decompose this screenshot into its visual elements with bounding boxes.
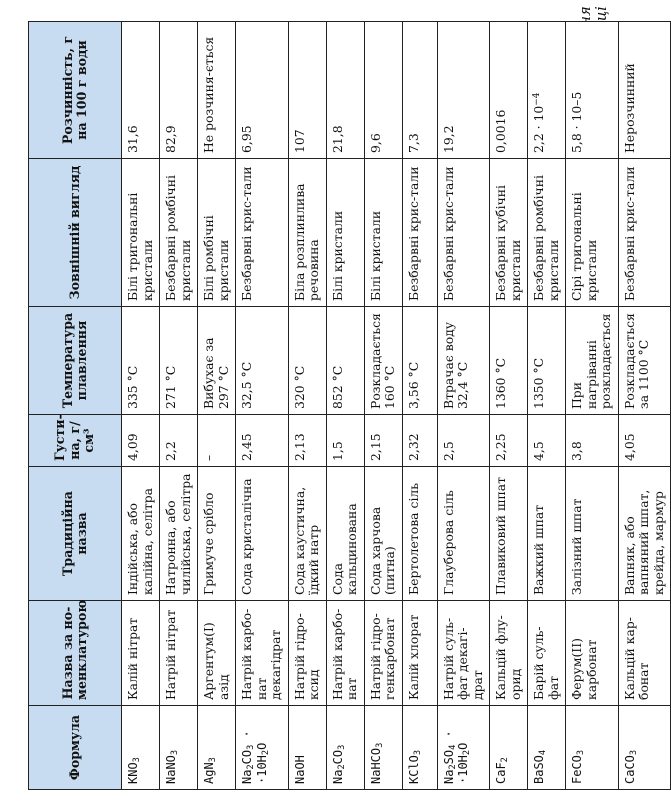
cell-density: 2,13 xyxy=(288,415,326,467)
cell-solubility: 5,8 · 10–5 xyxy=(566,22,619,159)
cell-solubility: 6,95 xyxy=(236,22,289,159)
cell-name: Барій суль-фат xyxy=(528,601,566,706)
cell-appearance: Безбарвні крис-тали xyxy=(236,159,289,307)
cell-solubility: 31,6 xyxy=(122,22,160,159)
table-row xyxy=(122,22,160,790)
table-row xyxy=(566,22,619,790)
cell-traditional: Сода кальцинована xyxy=(326,467,364,601)
cell-name: Натрій гідро-ксид xyxy=(288,601,326,706)
table-row xyxy=(490,22,528,790)
cell-density: 3,8 xyxy=(566,415,619,467)
cell-name: Кальцій кар-бонат xyxy=(618,601,671,706)
cell-density: 2,45 xyxy=(236,415,289,467)
table-row xyxy=(618,22,671,790)
table-row xyxy=(236,22,289,790)
chemicals-table xyxy=(28,21,671,790)
cell-density: 1,5 xyxy=(326,415,364,467)
cell-solubility: 9,6 xyxy=(364,22,402,159)
cell-density: 4,5 xyxy=(528,415,566,467)
cell-density: 2,2 xyxy=(160,415,198,467)
cell-solubility: 7,3 xyxy=(402,22,437,159)
table-body xyxy=(122,22,671,790)
cell-traditional: Глауберова сіль xyxy=(437,467,490,601)
cell-melting: 271 °C xyxy=(160,307,198,415)
cell-appearance: Безбарвні крис-тали xyxy=(618,159,671,307)
cell-solubility: Нерозчинний xyxy=(618,22,671,159)
cell-solubility: 0,0016 xyxy=(490,22,528,159)
header-melting: Температура плавлення xyxy=(29,307,122,415)
cell-melting: 1360 °C xyxy=(490,307,528,415)
cell-appearance: Безбарвні крис-тали xyxy=(437,159,490,307)
cell-traditional: Плавиковий шпат xyxy=(490,467,528,601)
cell-appearance: Безбарвні кубічні кристали xyxy=(490,159,528,307)
cell-formula: KClO$_3$ xyxy=(402,706,437,790)
cell-traditional: Сода харчова (питна) xyxy=(364,467,402,601)
cell-formula: FeCO$_3$ xyxy=(566,706,619,790)
cell-formula: NaHCO$_3$ xyxy=(364,706,402,790)
table-container xyxy=(28,22,671,790)
table-row xyxy=(198,22,236,790)
cell-name: Натрій нітрат xyxy=(160,601,198,706)
cell-formula: $KNO_3$ xyxy=(122,706,160,790)
table-row xyxy=(437,22,490,790)
cell-formula: $Na_2CO_3$ xyxy=(326,706,364,790)
cell-formula: NaNO$_3$ xyxy=(160,706,198,790)
cell-melting: Розкладається 160 °C xyxy=(364,307,402,415)
cell-appearance: Безбарвні ромбічні кристали xyxy=(160,159,198,307)
table-row xyxy=(288,22,326,790)
cell-melting: 32,5 °C xyxy=(236,307,289,415)
cell-density: 2,5 xyxy=(437,415,490,467)
table-row xyxy=(160,22,198,790)
header-name: Назва за но-менклатурою xyxy=(29,601,122,706)
cell-name: Натрій карбо-нат xyxy=(326,601,364,706)
cell-melting: При нагріванні розкладається xyxy=(566,307,619,415)
cell-name: Кальцій флу-орид xyxy=(490,601,528,706)
table-row xyxy=(402,22,437,790)
cell-melting: 852 °C xyxy=(326,307,364,415)
cell-solubility: 19,2 xyxy=(437,22,490,159)
cell-formula: CaF$_2$ xyxy=(490,706,528,790)
cell-name: Калій нітрат xyxy=(122,601,160,706)
cell-melting: 335 °C xyxy=(122,307,160,415)
cell-name: Калій хлорат xyxy=(402,601,437,706)
cell-traditional: Сода каустична, їдкий натр xyxy=(288,467,326,601)
cell-appearance: Безбарвні крис-тали xyxy=(402,159,437,307)
cell-name: Натрій карбо-нат декагідрат xyxy=(236,601,289,706)
cell-formula: BaSO$_4$ xyxy=(528,706,566,790)
cell-melting: Втрачає воду 32,4 °C xyxy=(437,307,490,415)
cell-name: Натрій суль-фат декагі-драт xyxy=(437,601,490,706)
cell-density: 2,32 xyxy=(402,415,437,467)
header-traditional: Традиційна назва xyxy=(29,467,122,601)
cell-formula: AgN$_3$ xyxy=(198,706,236,790)
table-row xyxy=(326,22,364,790)
cell-traditional: Бертолетова сіль xyxy=(402,467,437,601)
cell-traditional: Важкий шпат xyxy=(528,467,566,601)
cell-melting: 3,56 °C xyxy=(402,307,437,415)
cell-melting: 1350 °C xyxy=(528,307,566,415)
cell-appearance: Сірі тригональні кристали xyxy=(566,159,619,307)
cell-appearance: Біла розплинлива речовина xyxy=(288,159,326,307)
cell-solubility: 82,9 xyxy=(160,22,198,159)
cell-density: 4,09 xyxy=(122,415,160,467)
cell-name: Натрій гідро-генкарбонат xyxy=(364,601,402,706)
table-row xyxy=(364,22,402,790)
cell-melting: Розкладається за 1100 °C xyxy=(618,307,671,415)
cell-appearance: Безбарвні ромбічні кристали xyxy=(528,159,566,307)
cell-name: Аргентум(I) азід xyxy=(198,601,236,706)
cell-name: Ферум(II) карбонат xyxy=(566,601,619,706)
header-row xyxy=(29,22,122,790)
cell-traditional: Індійська, або калійна, селітра xyxy=(122,467,160,601)
table-row xyxy=(528,22,566,790)
cell-formula: NaOH xyxy=(288,706,326,790)
cell-formula: CaCO$_3$ xyxy=(618,706,671,790)
cell-appearance: Білі кристали xyxy=(364,159,402,307)
header-density: Густи-на, г/см³ xyxy=(29,415,122,467)
cell-appearance: Білі кристали xyxy=(326,159,364,307)
header-formula: Формула xyxy=(29,706,122,790)
cell-density: 4,05 xyxy=(618,415,671,467)
cell-traditional: Вапняк, або вапняний шпат, крейда, мармур xyxy=(618,467,671,601)
cell-traditional: Залізний шпат xyxy=(566,467,619,601)
cell-traditional: Гримуче срібло xyxy=(198,467,236,601)
cell-solubility: Не розчиня-ється xyxy=(198,22,236,159)
cell-melting: 320 °C xyxy=(288,307,326,415)
cell-appearance: Білі тригональні кристали xyxy=(122,159,160,307)
cell-solubility: $2,2 \cdot 10^{-4}$ xyxy=(528,22,566,159)
cell-melting: Вибухає за 297 °C xyxy=(198,307,236,415)
cell-appearance: Білі ромбічні кристали xyxy=(198,159,236,307)
cell-formula: $Na_2SO_4 \cdot \cdot 10H_2O$ xyxy=(437,706,490,790)
cell-density: 2,15 xyxy=(364,415,402,467)
cell-solubility: 107 xyxy=(288,22,326,159)
cell-solubility: 21,8 xyxy=(326,22,364,159)
cell-formula: $Na_2CO_3 \cdot \cdot 10H_2O$ xyxy=(236,706,289,790)
header-solubility: Розчинність, г на 100 г води xyxy=(29,22,122,159)
header-appearance: Зовнішній вигляд xyxy=(29,159,122,307)
cell-traditional: Натронна, або чилійська, селітра xyxy=(160,467,198,601)
cell-density: 2,25 xyxy=(490,415,528,467)
cell-density: – xyxy=(198,415,236,467)
cell-traditional: Сода кристалічна xyxy=(236,467,289,601)
